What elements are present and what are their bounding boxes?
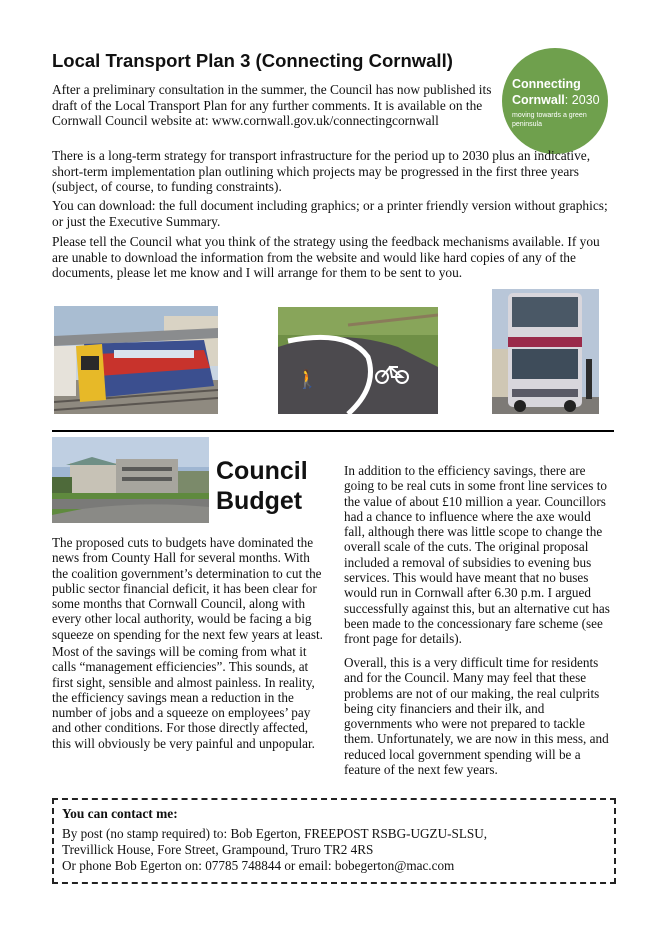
contact-address-line: Trevillick House, Fore Street, Grampound, Truro TR2 4RS: [62, 842, 374, 857]
connecting-cornwall-logo: [502, 48, 608, 154]
cycle-path-photo: [278, 307, 438, 414]
logo-year: : 2030: [564, 93, 600, 107]
budget-title-line-2: Budget: [216, 487, 303, 515]
contact-box: [52, 798, 616, 884]
svg-text:🚶: 🚶: [296, 369, 319, 390]
transport-intro-paragraph: After a preliminary consultation in the summer, the Council has now published its draft of the Local Transport Plan for any further comments. It is available on the Cornwall Council website at: www.cornwall.gov.uk/connectingcornwall: [52, 82, 492, 129]
transport-title: Local Transport Plan 3 (Connecting Cornwall): [52, 50, 453, 71]
download-paragraph: You can download: the full document including graphics; or a printer friendly version without graphics; or just the Executive Summary.: [52, 198, 608, 229]
budget-column-2-paragraph-2: Overall, this is a very difficult time for residents and for the Council. Many may feel that these problems are not of our making, the real culprits being city financiers and their ilk, and governments who were not prepared to tackle them. Unfortunately, we are now in this mess, and reduced local government spending will be a feature of the next few years.: [344, 655, 609, 778]
county-hall-photo: [52, 437, 209, 523]
contact-phone-email-line: Or phone Bob Egerton on: 07785 748844 or email: bobegerton@mac.com: [62, 858, 455, 873]
logo-tagline: moving towards a green peninsula: [512, 112, 587, 128]
double-decker-bus-photo: [492, 289, 599, 414]
strategy-paragraph: There is a long-term strategy for transport infrastructure for the period up to 2030 plus an indicative, short-term implementation plan outlining which projects may be progressed in the first three years (subject, of course, to funding constraints).: [52, 148, 591, 195]
budget-title-line-1: Council: [216, 457, 308, 485]
contact-title: You can contact me:: [62, 806, 178, 821]
logo-cornwall: Cornwall: [512, 93, 565, 107]
feedback-paragraph: Please tell the Council what you think of the strategy using the feedback mechanisms available. If you are unable to download the information from the website and would like hard copies of any of the documents, please let me know and I will arrange for them to be sent to you.: [52, 234, 600, 281]
train-photo: [54, 306, 218, 414]
contact-post-line: By post (no stamp required) to: Bob Egerton, FREEPOST RSBG-UGZU-SLSU,: [62, 826, 488, 841]
section-divider: [52, 430, 614, 432]
budget-column-1-paragraph-1: The proposed cuts to budgets have dominated the news from County Hall for several months. With the coalition government’s determination to cut the public sector financial deficit, it has been clear for some months that Cornwall Council, along with every other local authority, would be facing a big squeeze on spending for the next few years at least.: [52, 535, 323, 642]
logo-line-2: [512, 93, 600, 107]
budget-column-2-paragraph-1: In addition to the efficiency savings, there are going to be real cuts in some front line services to the value of about £10 million a year. Councillors had a chance to influence where the axe would fall, although there was little scope to change the overall scale of the cuts. The original proposal included a removal of subsidies to evening bus services. This would have meant that no buses would run in Cornwall after 6.30 p.m. I argued successfully against this, but an alternative cut has been made to the concessionary fare scheme (see front page for details).: [344, 463, 610, 647]
budget-title: [216, 456, 308, 516]
budget-column-1-paragraph-2: Most of the savings will be coming from what it calls “management efficiencies”. This sounds, at first sight, sensible and almost painless. In reality, the efficiency savings mean a reduction in the number of jobs and a squeeze on employees’ pay and other conditions. For those directly affected, this will obviously be very painful and unpopular.: [52, 644, 315, 751]
logo-line-1: Connecting: [512, 77, 581, 91]
